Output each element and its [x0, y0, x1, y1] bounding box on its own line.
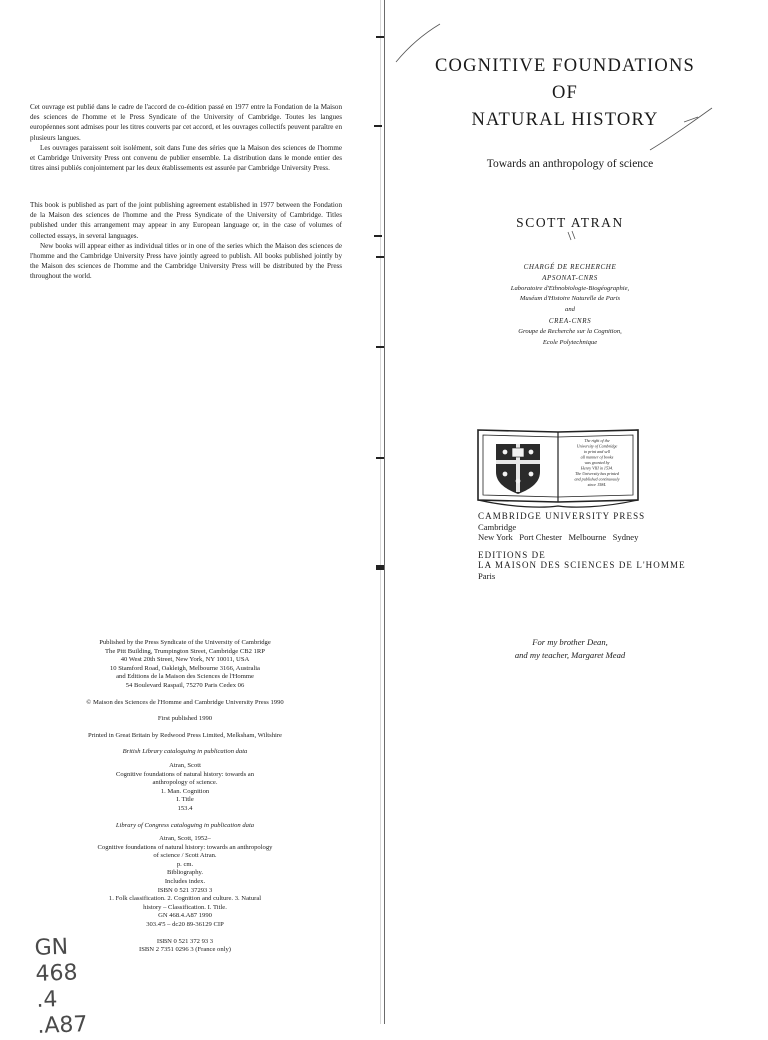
emblem-line: since 1584.	[587, 482, 607, 487]
publisher-line: 10 Stamford Road, Oakleigh, Melbourne 3166, Australia	[110, 664, 260, 672]
title-line: OF	[551, 83, 579, 103]
emblem-line: Henry VIII in 1534.	[580, 465, 614, 471]
emblem-line: to print and sell	[583, 449, 611, 454]
french-notice-para: Les ouvrages paraissent soit isolément, soit dans l'une des séries que la Maison des sciences de l'homme et Cambridge University Press ont convenu de publier ensemble. La distribution dans le monde entier des titres ainsi publiés conjointement par les deux établissements est assurée par Cambridge University Press.	[30, 143, 342, 173]
publisher-emblem	[474, 426, 642, 510]
title-line: NATURAL HISTORY	[471, 110, 659, 130]
publisher-cities: New York Port Chester Melbourne Sydney	[478, 532, 639, 543]
first-published-line: First published 1990	[157, 715, 213, 723]
emblem-line: and published continuously	[574, 476, 620, 482]
emblem-line: University of Cambridge	[576, 443, 618, 449]
bl-entry-line: I. Title	[176, 796, 194, 804]
publisher-line: 40 West 20th Street, New York, NY 10011, USA	[120, 656, 250, 664]
handwritten-line: GN	[34, 934, 69, 961]
bl-cataloguing-heading: British Library cataloguing in publication data	[122, 748, 248, 756]
emblem-text	[574, 438, 619, 487]
handwritten-line: .A87	[36, 1012, 88, 1039]
bl-entry-line: 1. Man. Cognition	[160, 787, 210, 795]
emblem-line: all manner of books	[580, 454, 614, 460]
affiliation-line: Groupe de Recherche sur la Cognition,	[518, 327, 622, 335]
loc-entry-line: ISBN 0 521 37293 3	[157, 886, 213, 894]
loc-entry-line: GN 468.4.A87 1990	[158, 912, 212, 920]
affiliation-line: Ecole Polytechnique	[542, 338, 598, 346]
bl-entry-line: Atran, Scott	[169, 761, 201, 769]
co-publisher-line: EDITIONS DE	[478, 549, 546, 560]
book-title	[400, 53, 730, 134]
loc-entry-line: Atran, Scott, 1952–	[159, 835, 211, 843]
loc-entry-line: 303.4'5 – dc20 89-36129 CIP	[146, 921, 224, 929]
printed-line: Printed in Great Britain by Redwood Press Limited, Melksham, Wiltshire	[88, 731, 282, 739]
loc-entry-line: history – Classification. I. Title.	[143, 903, 227, 911]
loc-entry-line: p. cm.	[176, 860, 194, 868]
affiliation-line: CREA-CNRS	[548, 316, 592, 325]
emblem-line: The right of the	[584, 438, 610, 443]
english-notice-para: New books will appear either as individual titles or in one of the series which the Maison des sciences de l'homme and the Cambridge University Press have jointly agreed to publish. All books published jointly by the Maison des sciences de l'homme and the Cambridge University Press will be distributed by the Press throughout the world.	[30, 241, 342, 281]
publisher-line: Published by the Press Syndicate of the University of Cambridge	[99, 639, 271, 646]
bl-entry-line: Cognitive foundations of natural history: towards an	[115, 770, 255, 778]
bl-entry-line: 153.4	[177, 804, 193, 812]
affiliation-line: APSONAT-CNRS	[542, 273, 598, 282]
affiliation-line: Laboratoire d'Ethnobiologie-Biogéographie,	[510, 284, 630, 292]
affiliation-line: and	[565, 306, 575, 314]
loc-entry-line: of science / Scott Atran.	[153, 852, 217, 860]
book-subtitle: Towards an anthropology of science	[486, 158, 654, 170]
publisher-name: CAMBRIDGE UNIVERSITY PRESS	[478, 511, 646, 521]
emblem-line: The University has printed	[575, 471, 619, 476]
pen-stroke-mark	[568, 231, 575, 240]
loc-entry-line: Includes index.	[164, 878, 206, 886]
bl-entry-line: anthropology of science.	[152, 779, 218, 787]
loc-entry-line: Bibliography.	[166, 869, 204, 877]
publisher-line: The Pitt Building, Trumpington Street, Cambridge CB2 1RP	[105, 647, 265, 655]
dedication-line: and my teacher, Margaret Mead	[514, 649, 626, 660]
handwritten-line: .4	[36, 987, 58, 1013]
publisher-block	[478, 511, 686, 581]
isbn-line: ISBN 2 7351 0296 3 (France only)	[139, 946, 231, 954]
english-notice-para: This book is published as part of the joint publishing agreement established in 1977 between the Fondation de la Maison des sciences de l'homme and the Press Syndicate of the University of Cambridge. Titles published under this arrangement may appear in any European language or, in the case of volumes of collected essays, in several languages.	[30, 201, 342, 240]
copyright-line: © Maison des Sciences de l'Homme and Cambridge University Press 1990	[86, 698, 284, 706]
author-name: SCOTT ATRAN	[516, 215, 624, 230]
dedication	[470, 636, 670, 661]
co-publisher-line: LA MAISON DES SCIENCES DE L'HOMME	[478, 560, 686, 571]
handwritten-line: 468	[35, 960, 78, 987]
dedication-line: For my brother Dean,	[532, 637, 608, 647]
author-affiliation	[450, 262, 690, 348]
title-line: COGNITIVE FOUNDATIONS	[434, 56, 696, 76]
publisher-city: Cambridge	[478, 521, 517, 532]
coat-of-arms-icon	[496, 444, 540, 494]
isbn-line: ISBN 0 521 372 93 3	[156, 937, 214, 945]
affiliation-line: Muséum d'Histoire Naturelle de Paris	[519, 295, 621, 303]
loc-entry-line: 1. Folk classification. 2. Cognition and culture. 3. Natural	[108, 895, 262, 903]
loc-entry-line: Cognitive foundations of natural history: towards an anthropology	[97, 843, 273, 851]
publisher-line: 54 Boulevard Raspail, 75270 Paris Cedex 06	[125, 681, 245, 689]
french-notice-para: Cet ouvrage est publié dans le cadre de l'accord de co-édition passé en 1977 entre la Fondation de la Maison des sciences de l'homme et le Press Syndicate of the University of Cambridge. Toutes les langues européennes sont admises pour les titres couverts par cet accord, et les ouvrages collectifs peuvent paraître en plusieurs langues.	[30, 103, 342, 142]
publisher-line: and Editions de la Maison des Sciences de l'Homme	[116, 673, 254, 681]
affiliation-line: CHARGÉ DE RECHERCHE	[523, 263, 617, 271]
emblem-line: was granted by	[584, 460, 610, 465]
loc-cataloguing-heading: Library of Congress cataloguing in publication data	[115, 821, 255, 829]
co-publisher-city: Paris	[478, 570, 496, 581]
